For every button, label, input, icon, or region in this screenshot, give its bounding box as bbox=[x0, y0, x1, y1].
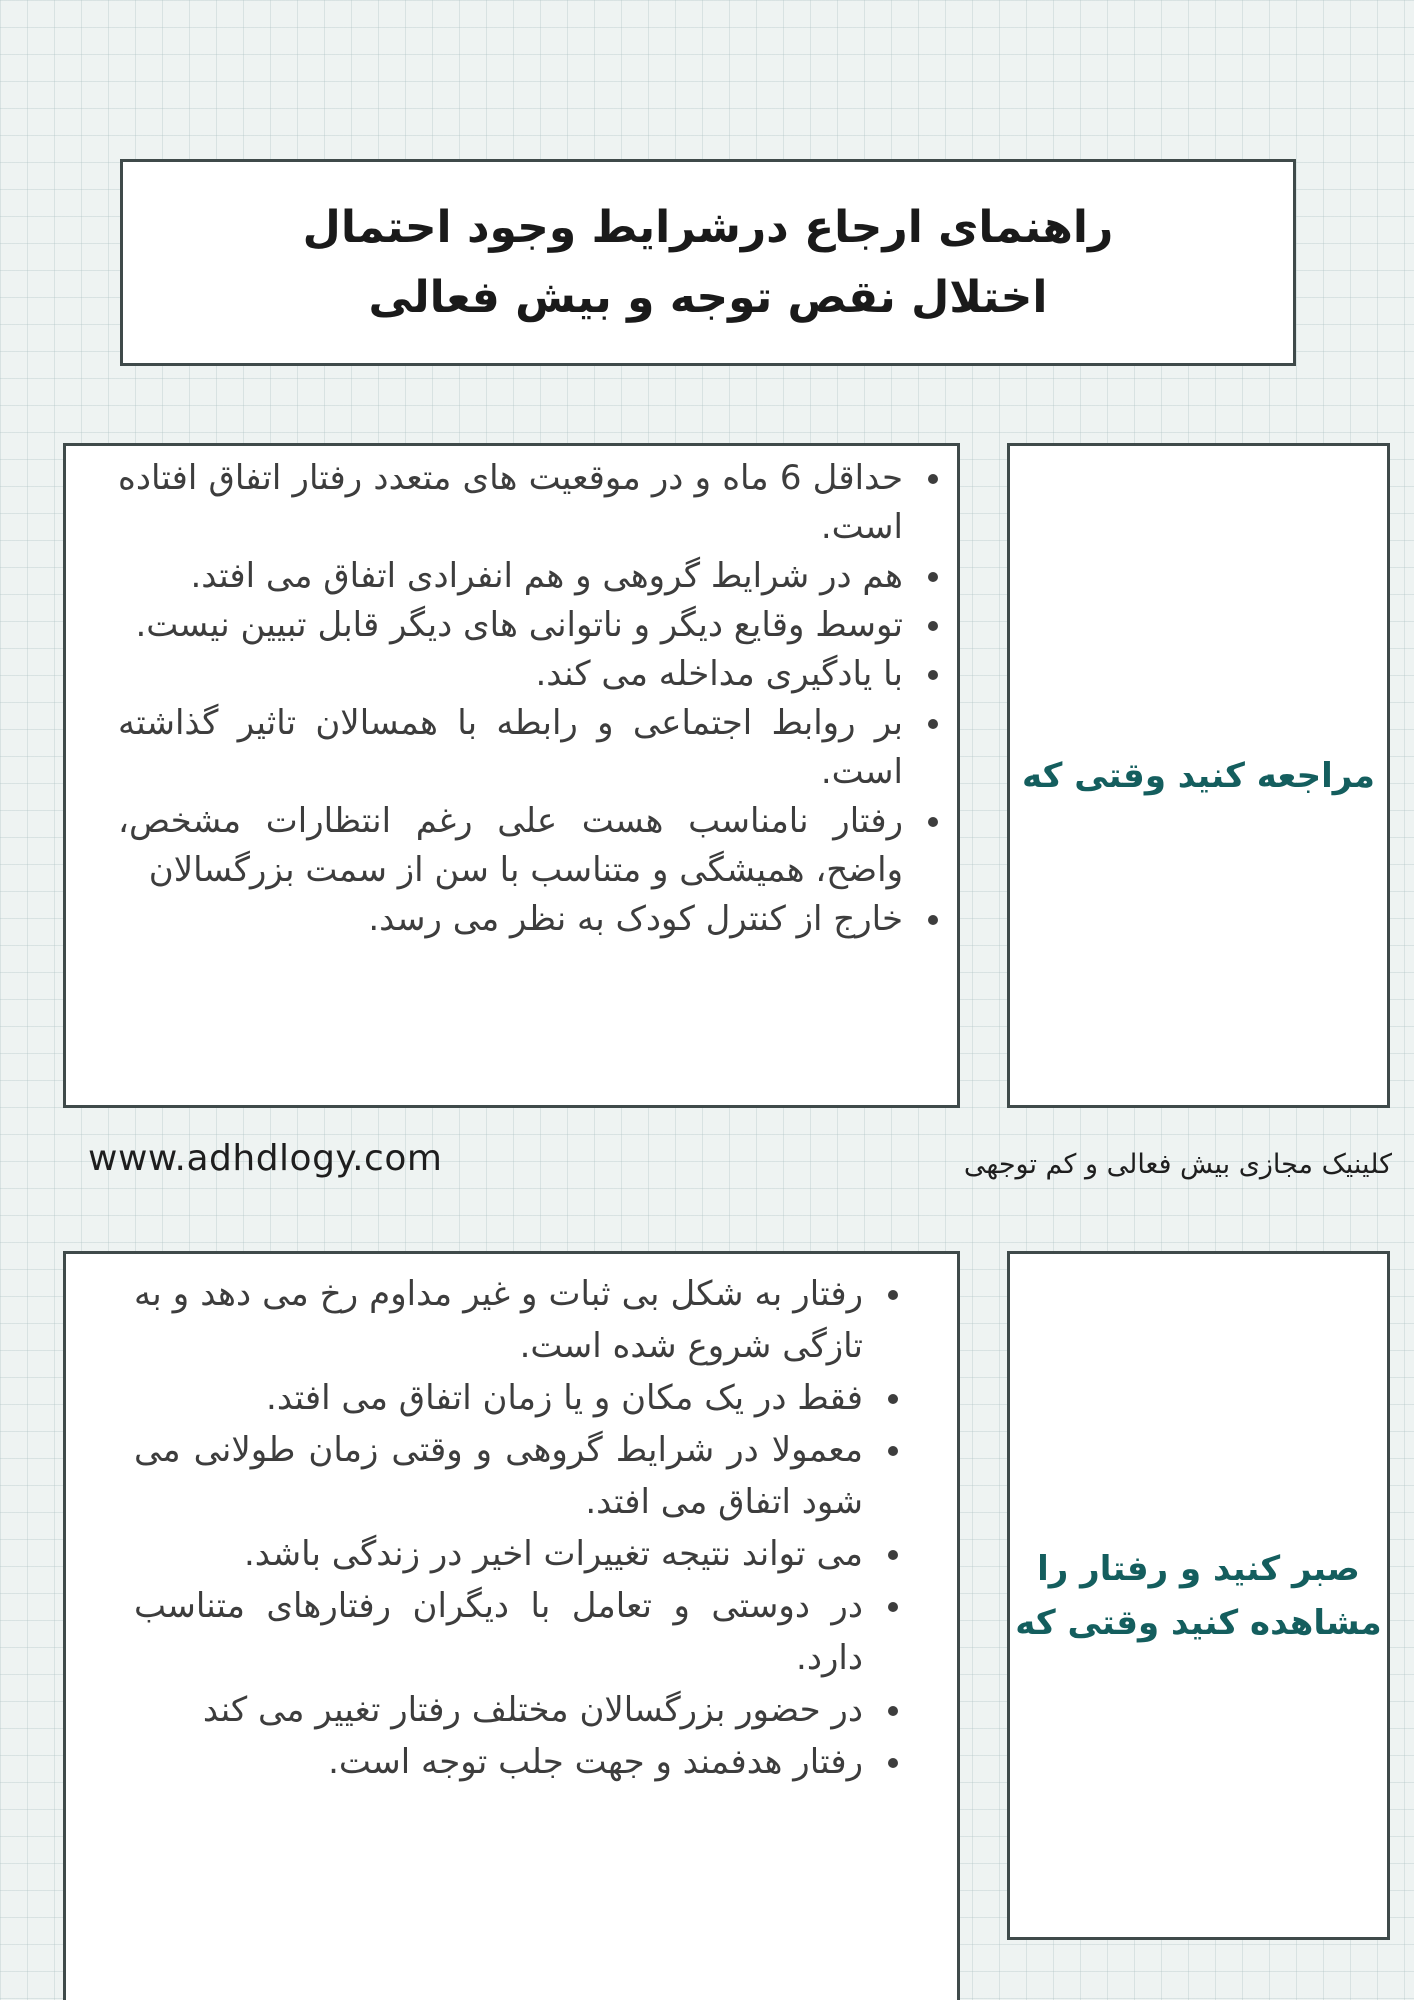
list-item: • خارج از کنترل کودک به نظر می رسد. bbox=[118, 895, 911, 944]
list-item: • فقط در یک مکان و یا زمان اتفاق می افتد. bbox=[134, 1372, 871, 1424]
list-item: • حداقل 6 ماه و در موقعیت های متعدد رفتار اتفاق افتاده است. bbox=[118, 454, 911, 552]
list-item: • رفتار نامناسب هست علی رغم انتظارات مشخص، واضح، همیشگی و متناسب با سن از سمت بزرگسالان bbox=[118, 797, 911, 895]
list-item: • در دوستی و تعامل با دیگران رفتارهای متناسب دارد. bbox=[134, 1580, 871, 1684]
list-item: • با یادگیری مداخله می کند. bbox=[118, 650, 911, 699]
list-item: • بر روابط اجتماعی و رابطه با همسالان تاثیر گذاشته است. bbox=[118, 699, 911, 797]
clinic-name: کلینیک مجازی بیش فعالی و کم توجهی bbox=[963, 1149, 1392, 1180]
wait-criteria-list bbox=[66, 1254, 957, 1788]
refer-label-box bbox=[1007, 443, 1390, 1108]
wait-label-box bbox=[1007, 1251, 1390, 1940]
page-title: راهنمای ارجاع درشرایط وجود احتمال اختلال نقص توجه و بیش فعالی bbox=[302, 201, 1114, 323]
list-item: • می تواند نتیجه تغییرات اخیر در زندگی باشد. bbox=[134, 1528, 871, 1580]
list-item: • معمولا در شرایط گروهی و وقتی زمان طولانی می شود اتفاق می افتد. bbox=[134, 1424, 871, 1528]
list-item: • در حضور بزرگسالان مختلف رفتار تغییر می کند bbox=[134, 1684, 871, 1736]
wait-criteria-box bbox=[63, 1251, 960, 2000]
website-url: www.adhdlogy.com bbox=[88, 1138, 443, 1179]
wait-label: صبر کنید و رفتار را مشاهده کنید وقتی که bbox=[1015, 1548, 1382, 1643]
title-box bbox=[120, 159, 1296, 366]
list-item: • رفتار هدفمند و جهت جلب توجه است. bbox=[134, 1736, 871, 1788]
refer-criteria-box bbox=[63, 443, 960, 1108]
list-item: • هم در شرایط گروهی و هم انفرادی اتفاق می افتد. bbox=[118, 552, 911, 601]
list-item: • رفتار به شکل بی ثبات و غیر مداوم رخ می دهد و به تازگی شروع شده است. bbox=[134, 1268, 871, 1372]
refer-label: مراجعه کنید وقتی که bbox=[1022, 755, 1375, 796]
refer-criteria-list bbox=[66, 446, 957, 944]
list-item: • توسط وقایع دیگر و ناتوانی های دیگر قابل تبیین نیست. bbox=[118, 601, 911, 650]
